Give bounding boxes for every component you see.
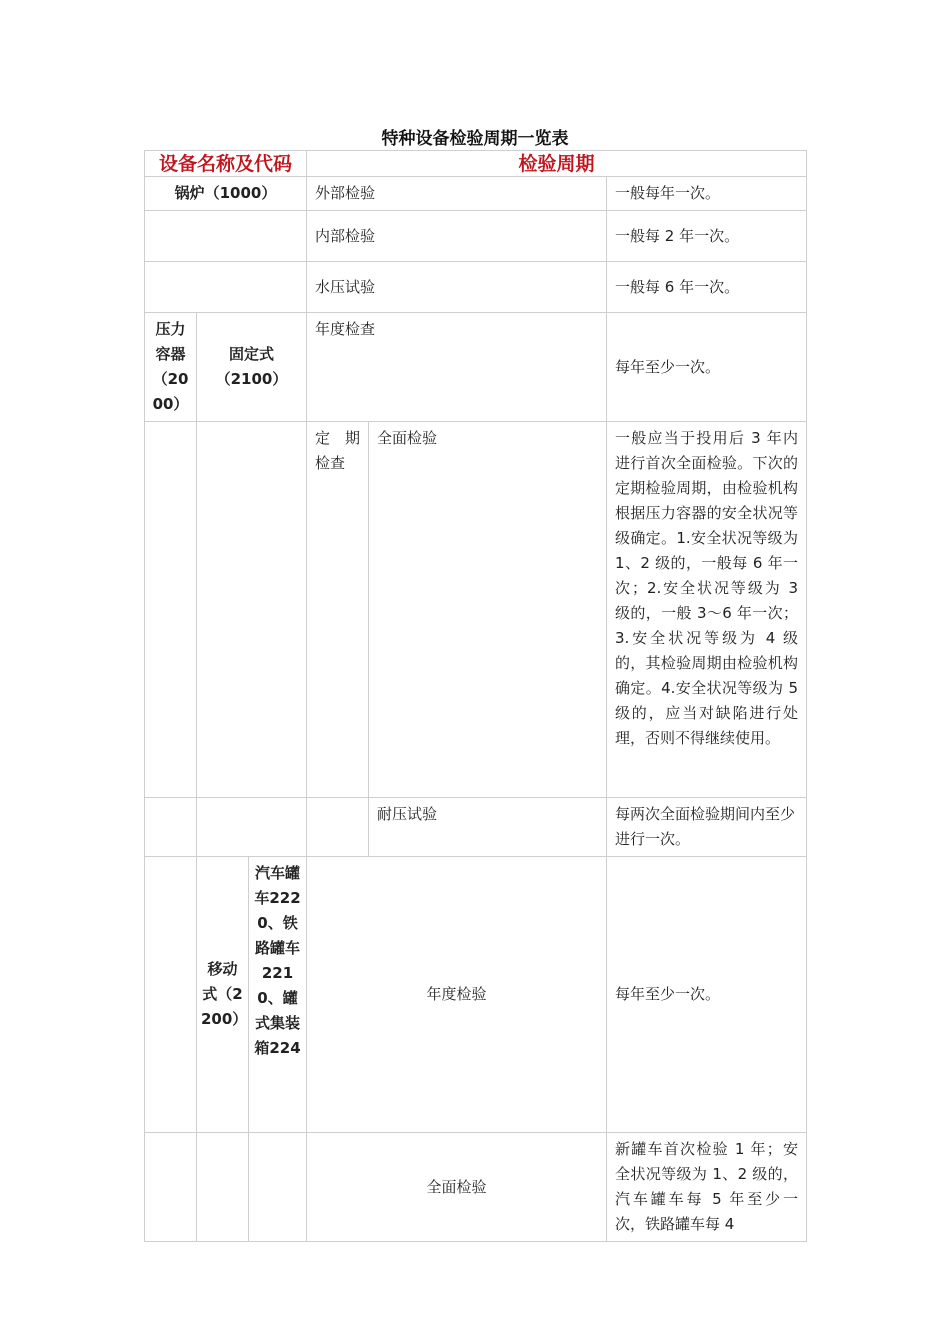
empty-cell xyxy=(145,857,197,1133)
inspection-period: 每年至少一次。 xyxy=(607,313,807,422)
table-row xyxy=(145,422,807,798)
inspection-period: 每年至少一次。 xyxy=(607,857,807,1133)
inspection-period: 一般每 6 年一次。 xyxy=(607,262,807,313)
inspection-item: 内部检验 xyxy=(307,211,607,262)
mobile-vessel-name: 移动式（2200） xyxy=(197,857,249,1133)
inspection-period: 一般应当于投用后 3 年内进行首次全面检验。下次的定期检验周期，由检验机构根据压力容器的安全状况等级确定。1.安全状况等级为 1、2 级的，一般每 6 年一次；2.安全状况等级为 3 级的，一般 3～6 年一次；3.安全状况等级为 4 级的，其检验周期由检验机构确定。4.安全状况等级为 5 级的，应当对缺陷进行处理，否则不得继续使用。 xyxy=(607,422,807,798)
table-row xyxy=(145,177,807,211)
inspection-item: 外部检验 xyxy=(307,177,607,211)
table-row xyxy=(145,313,807,422)
empty-cell xyxy=(145,262,307,313)
empty-cell xyxy=(145,1133,197,1242)
inspection-item: 耐压试验 xyxy=(369,798,607,857)
inspection-period: 新罐车首次检验 1 年；安全状况等级为 1、2 级的，汽车罐车每 5 年至少一次，铁路罐车每 4 xyxy=(607,1133,807,1242)
empty-cell xyxy=(145,211,307,262)
boiler-name: 锅炉（1000） xyxy=(145,177,307,211)
mobile-vessel-types: 汽车罐车2220、铁路罐车2210、罐式集装箱224 xyxy=(249,857,307,1133)
page-title: 特种设备检验周期一览表 xyxy=(381,129,569,149)
table-row xyxy=(145,211,807,262)
inspection-period: 一般每 2 年一次。 xyxy=(607,211,807,262)
header-device-name: 设备名称及代码 xyxy=(145,151,307,177)
inspection-item: 水压试验 xyxy=(307,262,607,313)
inspection-cycle-table xyxy=(144,150,807,1242)
empty-cell xyxy=(197,422,307,798)
empty-cell xyxy=(197,798,307,857)
empty-cell xyxy=(145,798,197,857)
fixed-vessel-name: 固定式（2100） xyxy=(197,313,307,422)
inspection-item: 全面检验 xyxy=(369,422,607,798)
inspection-item: 全面检验 xyxy=(307,1133,607,1242)
pressure-vessel-name: 压力容器（2000） xyxy=(145,313,197,422)
inspection-period: 一般每年一次。 xyxy=(607,177,807,211)
empty-cell xyxy=(249,1133,307,1242)
empty-cell xyxy=(145,422,197,798)
empty-cell xyxy=(307,798,369,857)
table-header-row xyxy=(145,151,807,177)
empty-cell xyxy=(197,1133,249,1242)
header-inspection-cycle: 检验周期 xyxy=(307,151,807,177)
inspection-period: 每两次全面检验期间内至少进行一次。 xyxy=(607,798,807,857)
table-row xyxy=(145,1133,807,1242)
inspection-item: 年度检查 xyxy=(307,313,607,422)
table-row xyxy=(145,798,807,857)
periodic-check-group: 定 期检查 xyxy=(307,422,369,798)
table-row xyxy=(145,262,807,313)
table-row xyxy=(145,857,807,1133)
inspection-item: 年度检验 xyxy=(307,857,607,1133)
